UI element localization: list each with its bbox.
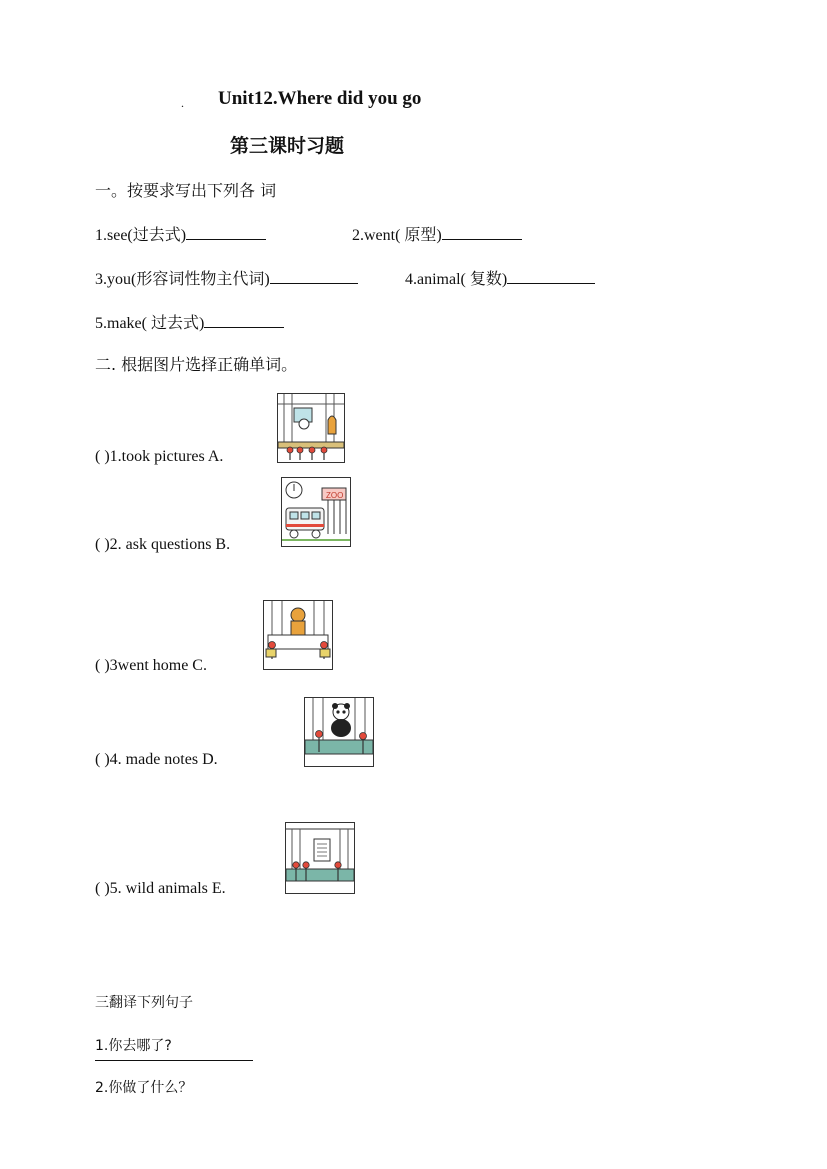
page-title: Unit12.Where did you go (218, 88, 422, 109)
zoo-sign-text: ZOO (326, 491, 344, 500)
part1-heading: 一。按要求写出下列各 词 (95, 181, 277, 200)
answer-blank[interactable] (270, 269, 358, 284)
page-subtitle: 第三课时习题 (230, 135, 345, 157)
picture-d-panda-cage-illustration (304, 697, 374, 767)
stray-dot: . (181, 96, 184, 110)
answer-blank[interactable] (186, 225, 266, 240)
part2-heading: 二. 根据图片选择正确单词。 (95, 355, 298, 374)
answer-blank[interactable] (507, 269, 595, 284)
picture-a-zoo-keeper-illustration (277, 393, 345, 463)
part1-item-4-label: 4.animal( 复数) (405, 271, 508, 288)
part1-item-2-label: 2.went( 原型) (352, 227, 442, 244)
part3-item-1: 1.你去哪了? (95, 1038, 172, 1054)
part2-item-3: ( )3went home C. (95, 657, 207, 674)
answer-blank[interactable] (442, 225, 522, 240)
picture-c-tiger-cage-illustration (263, 600, 333, 670)
part3-item-2: 2.你做了什么？ (95, 1080, 193, 1096)
part2-item-2: ( )2. ask questions B. (95, 536, 231, 553)
part3-heading: 三翻译下列句子 (95, 995, 193, 1011)
picture-e-notice-board-illustration (285, 822, 355, 894)
part2-item-5: ( )5. wild animals E. (95, 880, 226, 897)
part1-item-5 (95, 310, 284, 333)
picture-b-bus-zoo-illustration (281, 477, 351, 547)
translation-answer-line[interactable] (95, 1060, 253, 1061)
part1-item-1 (95, 222, 266, 245)
answer-blank[interactable] (204, 313, 284, 328)
part1-item-1-label: 1.see(过去式) (95, 227, 187, 244)
part1-item-4 (405, 266, 595, 289)
part1-item-3-label: 3.you(形容词性物主代词) (95, 271, 270, 288)
part2-item-1: ( )1.took pictures A. (95, 448, 224, 465)
part2-item-4: ( )4. made notes D. (95, 751, 218, 768)
part1-item-2 (352, 222, 522, 245)
part1-item-3 (95, 266, 358, 289)
part1-item-5-label: 5.make( 过去式) (95, 315, 205, 332)
